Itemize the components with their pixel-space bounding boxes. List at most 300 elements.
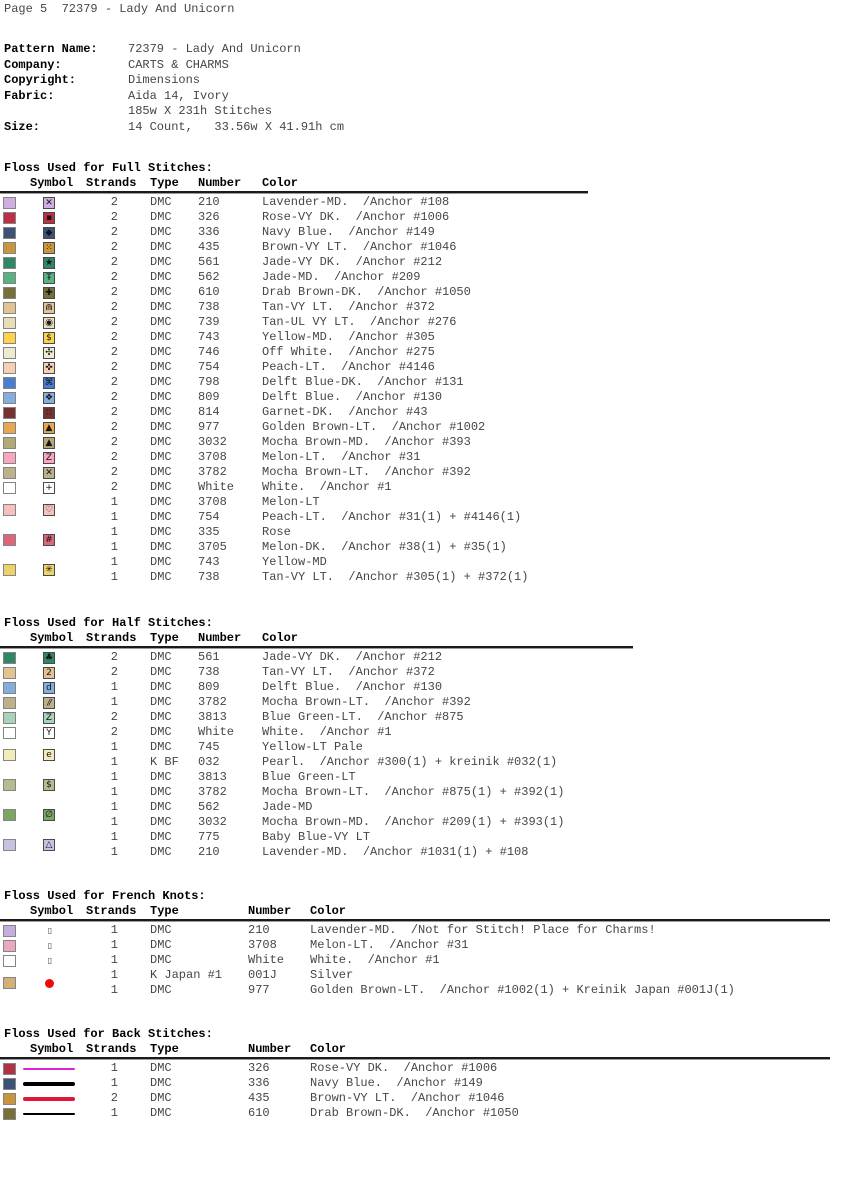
number-cell: 3708 <box>248 938 277 952</box>
strands-cell: 2 <box>110 255 118 269</box>
floss-row <box>0 680 848 695</box>
floss-row <box>0 270 848 285</box>
strands-cell: 1 <box>110 755 118 769</box>
strands-cell: 1 <box>110 1061 118 1075</box>
stitch-symbol: # <box>43 534 55 546</box>
color-cell: Drab Brown-DK. /Anchor #1050 <box>262 285 471 299</box>
strands-cell: 1 <box>110 555 118 569</box>
page-header: Page 5 72379 - Lady And Unicorn <box>4 2 235 16</box>
row-line <box>0 315 848 330</box>
color-cell: Navy Blue. /Anchor #149 <box>310 1076 483 1090</box>
color-cell: Jade-VY DK. /Anchor #212 <box>262 255 443 269</box>
number-cell: 3708 <box>198 495 227 509</box>
type-cell: DMC <box>150 360 172 374</box>
type-cell: DMC <box>150 345 172 359</box>
color-cell: Tan-VY LT. /Anchor #305(1) + #372(1) <box>262 570 529 584</box>
strands-cell: 2 <box>110 725 118 739</box>
row-line <box>0 650 848 665</box>
number-cell: 562 <box>198 270 220 284</box>
color-cell: Baby Blue-VY LT <box>262 830 371 844</box>
number-cell: 336 <box>198 225 220 239</box>
blend-row <box>0 770 848 800</box>
number-cell: 738 <box>198 570 220 584</box>
info-label: Pattern Name: <box>4 42 98 56</box>
blend-row <box>0 555 848 585</box>
strands-cell: 2 <box>110 345 118 359</box>
strands-cell: 2 <box>110 390 118 404</box>
type-cell: DMC <box>150 330 172 344</box>
row-line <box>0 540 848 555</box>
number-cell: 3782 <box>198 695 227 709</box>
number-cell: 809 <box>198 390 220 404</box>
number-cell: 743 <box>198 555 220 569</box>
row-line <box>0 225 848 240</box>
floss-row <box>0 255 848 270</box>
type-cell: DMC <box>150 540 172 554</box>
number-cell: 3032 <box>198 435 227 449</box>
floss-row <box>0 1106 848 1121</box>
blend-row <box>0 968 848 998</box>
column-header-color: Color <box>310 904 347 918</box>
info-value: 185w X 231h Stitches <box>128 104 273 118</box>
type-cell: DMC <box>150 225 172 239</box>
type-cell: DMC <box>150 375 172 389</box>
strands-cell: 2 <box>110 270 118 284</box>
row-line <box>0 830 848 845</box>
info-value: Aida 14, Ivory <box>128 88 229 103</box>
floss-row <box>0 450 848 465</box>
color-cell: Lavender-MD. /Not for Stitch! Place for Charms! <box>310 923 656 937</box>
number-cell: White <box>198 480 235 494</box>
blend-row <box>0 740 848 770</box>
color-cell: Peach-LT. /Anchor #31(1) + #4146(1) <box>262 510 522 524</box>
color-cell: Melon-LT. /Anchor #31 <box>310 938 469 952</box>
number-cell: 738 <box>198 300 220 314</box>
row-line <box>0 420 848 435</box>
stitch-symbol: ◉ <box>43 317 55 329</box>
section-title: Floss Used for Half Stitches: <box>4 616 213 630</box>
stitch-symbol: e <box>43 749 55 761</box>
color-cell: Mocha Brown-MD. /Anchor #209(1) + #393(1) <box>262 815 565 829</box>
number-cell: 775 <box>198 830 220 844</box>
stitch-symbol: ✳ <box>43 564 55 576</box>
column-header-strands: Strands <box>86 904 137 918</box>
strands-cell: 1 <box>110 1106 118 1120</box>
number-cell: 977 <box>198 420 220 434</box>
number-cell: 3813 <box>198 710 227 724</box>
stitch-symbol: $ <box>43 779 55 791</box>
strands-cell: 2 <box>110 330 118 344</box>
type-cell: DMC <box>150 435 172 449</box>
type-cell: DMC <box>150 390 172 404</box>
stitch-symbol: ★ <box>44 257 54 268</box>
type-cell: DMC <box>150 450 172 464</box>
type-cell: DMC <box>150 938 172 952</box>
type-cell: DMC <box>150 1061 172 1075</box>
floss-row <box>0 300 848 315</box>
number-cell: 3708 <box>198 450 227 464</box>
row-line <box>0 953 848 968</box>
number-cell: 610 <box>198 285 220 299</box>
row-line <box>0 300 848 315</box>
column-header-row <box>0 631 848 646</box>
type-cell: DMC <box>150 210 172 224</box>
header-rule <box>0 646 633 649</box>
strands-cell: 2 <box>110 210 118 224</box>
section-title: Floss Used for Full Stitches: <box>4 161 213 175</box>
type-cell: DMC <box>150 420 172 434</box>
number-cell: 210 <box>248 923 270 937</box>
floss-row <box>0 650 848 665</box>
row-line <box>0 195 848 210</box>
row-line <box>0 555 848 570</box>
type-cell: DMC <box>150 315 172 329</box>
row-line <box>0 270 848 285</box>
number-cell: 3032 <box>198 815 227 829</box>
floss-row <box>0 923 848 938</box>
type-cell: DMC <box>150 923 172 937</box>
stitch-symbol: ♣ <box>44 652 54 663</box>
floss-row <box>0 938 848 953</box>
stitch-symbol: ⋒ <box>43 302 55 314</box>
color-cell: Golden Brown-LT. /Anchor #1002(1) + Kreinik Japan #001J(1) <box>310 983 735 997</box>
strands-cell: 1 <box>110 785 118 799</box>
column-header-color: Color <box>262 631 299 645</box>
strands-cell: 2 <box>110 300 118 314</box>
floss-row <box>0 225 848 240</box>
number-cell: White <box>198 725 235 739</box>
floss-row <box>0 725 848 740</box>
row-line <box>0 695 848 710</box>
column-header-row <box>0 904 848 919</box>
number-cell: 435 <box>248 1091 270 1105</box>
strands-cell: 2 <box>110 435 118 449</box>
type-cell: DMC <box>150 740 172 754</box>
stitch-symbol: Ŧ <box>43 272 55 284</box>
row-line <box>0 255 848 270</box>
floss-row <box>0 195 848 210</box>
row-line <box>0 405 848 420</box>
number-cell: 562 <box>198 800 220 814</box>
floss-row <box>0 435 848 450</box>
blend-row <box>0 800 848 830</box>
strands-cell: 1 <box>110 740 118 754</box>
row-line <box>0 450 848 465</box>
floss-row <box>0 480 848 495</box>
row-line <box>0 285 848 300</box>
type-cell: DMC <box>150 680 172 694</box>
number-cell: 032 <box>198 755 220 769</box>
number-cell: 738 <box>198 665 220 679</box>
number-cell: 814 <box>198 405 220 419</box>
row-line <box>0 1076 848 1091</box>
strands-cell: 2 <box>110 240 118 254</box>
stitch-symbol: ◆ <box>43 227 55 239</box>
floss-row <box>0 465 848 480</box>
floss-row <box>0 1061 848 1076</box>
row-line <box>0 390 848 405</box>
strands-cell: 1 <box>110 1076 118 1090</box>
color-cell: Drab Brown-DK. /Anchor #1050 <box>310 1106 519 1120</box>
strands-cell: 2 <box>110 480 118 494</box>
number-cell: 326 <box>198 210 220 224</box>
number-cell: 561 <box>198 650 220 664</box>
row-line <box>0 845 848 860</box>
row-line <box>0 710 848 725</box>
number-cell: 326 <box>248 1061 270 1075</box>
color-cell: Pearl. /Anchor #300(1) + kreinik #032(1) <box>262 755 558 769</box>
stitch-symbol: ✕ <box>43 467 55 479</box>
row-line <box>0 785 848 800</box>
color-cell: Melon-LT. /Anchor #31 <box>262 450 421 464</box>
color-cell: Delft Blue-DK. /Anchor #131 <box>262 375 464 389</box>
row-line <box>0 740 848 755</box>
number-cell: 561 <box>198 255 220 269</box>
color-cell: Delft Blue. /Anchor #130 <box>262 390 443 404</box>
strands-cell: 1 <box>110 495 118 509</box>
color-cell: White. /Anchor #1 <box>310 953 440 967</box>
strands-cell: 2 <box>110 405 118 419</box>
number-cell: 754 <box>198 360 220 374</box>
row-line <box>0 465 848 480</box>
floss-row <box>0 390 848 405</box>
stitch-symbol: Y <box>43 727 55 739</box>
row-line <box>0 495 848 510</box>
number-cell: 745 <box>198 740 220 754</box>
row-line <box>0 1106 848 1121</box>
strands-cell: 1 <box>110 525 118 539</box>
color-cell: Jade-MD. /Anchor #209 <box>262 270 421 284</box>
column-header-symbol: Symbol <box>30 904 74 918</box>
floss-row <box>0 1076 848 1091</box>
header-rule <box>0 919 830 922</box>
color-cell: Mocha Brown-MD. /Anchor #393 <box>262 435 471 449</box>
column-header-row <box>0 176 848 191</box>
row-line <box>0 525 848 540</box>
column-header-strands: Strands <box>86 176 137 190</box>
french-knot-symbol: ▯ <box>47 955 53 965</box>
number-cell: 210 <box>198 845 220 859</box>
number-cell: 809 <box>198 680 220 694</box>
row-line <box>0 1091 848 1106</box>
row-line <box>0 375 848 390</box>
row-line <box>0 800 848 815</box>
stitch-symbol: ⁙ <box>43 242 55 254</box>
strands-cell: 1 <box>110 968 118 982</box>
strands-cell: 2 <box>110 285 118 299</box>
stitch-symbol: △ <box>43 839 55 851</box>
info-value: CARTS & CHARMS <box>128 57 229 72</box>
number-cell: 610 <box>248 1106 270 1120</box>
color-cell: Rose-VY DK. /Anchor #1006 <box>310 1061 498 1075</box>
color-cell: Garnet-DK. /Anchor #43 <box>262 405 428 419</box>
type-cell: DMC <box>150 525 172 539</box>
table-rows <box>0 650 848 860</box>
strands-cell: 1 <box>110 510 118 524</box>
color-cell: Tan-UL VY LT. /Anchor #276 <box>262 315 457 329</box>
type-cell: DMC <box>150 710 172 724</box>
floss-row <box>0 665 848 680</box>
number-cell: 210 <box>198 195 220 209</box>
color-cell: Off White. /Anchor #275 <box>262 345 435 359</box>
type-cell: DMC <box>150 255 172 269</box>
stitch-symbol: d <box>43 682 55 694</box>
stitch-symbol: // <box>43 697 55 709</box>
info-row <box>4 104 344 120</box>
row-line <box>0 923 848 938</box>
color-cell: Lavender-MD. /Anchor #1031(1) + #108 <box>262 845 529 859</box>
strands-cell: 2 <box>110 465 118 479</box>
column-header-type: Type <box>150 176 179 190</box>
type-cell: DMC <box>150 465 172 479</box>
strands-cell: 1 <box>110 570 118 584</box>
row-line <box>0 815 848 830</box>
stitch-symbol: ✕ <box>43 197 55 209</box>
number-cell: 3705 <box>198 540 227 554</box>
strands-cell: 1 <box>110 800 118 814</box>
type-cell: DMC <box>150 815 172 829</box>
color-cell: Melon-LT <box>262 495 320 509</box>
row-line <box>0 210 848 225</box>
stitch-symbol: 2 <box>43 667 55 679</box>
floss-row <box>0 210 848 225</box>
stitch-symbol: ♡ <box>44 505 54 515</box>
strands-cell: 2 <box>110 1091 118 1105</box>
type-cell: DMC <box>150 800 172 814</box>
floss-row <box>0 285 848 300</box>
row-line <box>0 345 848 360</box>
number-cell: 798 <box>198 375 220 389</box>
strands-cell: 1 <box>110 983 118 997</box>
stitch-symbol: ∅ <box>43 809 55 821</box>
strands-cell: 1 <box>110 845 118 859</box>
number-cell: 001J <box>248 968 277 982</box>
row-line <box>0 938 848 953</box>
number-cell: 335 <box>198 525 220 539</box>
column-header-type: Type <box>150 904 179 918</box>
floss-row <box>0 1091 848 1106</box>
type-cell: DMC <box>150 830 172 844</box>
type-cell: DMC <box>150 240 172 254</box>
strands-cell: 1 <box>110 680 118 694</box>
number-cell: 739 <box>198 315 220 329</box>
type-cell: DMC <box>150 785 172 799</box>
stitch-symbol: Z <box>43 452 55 464</box>
row-line <box>0 665 848 680</box>
color-cell: Navy Blue. /Anchor #149 <box>262 225 435 239</box>
color-cell: Jade-VY DK. /Anchor #212 <box>262 650 443 664</box>
column-header-strands: Strands <box>86 631 137 645</box>
stitch-symbol: ∷ <box>43 407 55 419</box>
type-cell: DMC <box>150 510 172 524</box>
color-cell: Melon-DK. /Anchor #38(1) + #35(1) <box>262 540 507 554</box>
stitch-symbol: Z <box>43 712 55 724</box>
type-cell: DMC <box>150 495 172 509</box>
type-cell: DMC <box>150 570 172 584</box>
color-cell: Jade-MD <box>262 800 313 814</box>
floss-row <box>0 315 848 330</box>
french-knot-symbol: ▯ <box>47 940 53 950</box>
row-line <box>0 770 848 785</box>
number-cell: 336 <box>248 1076 270 1090</box>
number-cell: 746 <box>198 345 220 359</box>
color-cell: Blue Green-LT. /Anchor #875 <box>262 710 464 724</box>
strands-cell: 1 <box>110 540 118 554</box>
stitch-symbol: ▪ <box>43 212 55 224</box>
floss-row <box>0 345 848 360</box>
floss-row <box>0 360 848 375</box>
type-cell: K Japan #1 <box>150 968 223 982</box>
number-cell: 3782 <box>198 465 227 479</box>
table-rows <box>0 923 848 998</box>
color-cell: Lavender-MD. /Anchor #108 <box>262 195 450 209</box>
strands-cell: 2 <box>110 450 118 464</box>
column-header-symbol: Symbol <box>30 631 74 645</box>
row-line <box>0 435 848 450</box>
strands-cell: 2 <box>110 665 118 679</box>
row-line <box>0 360 848 375</box>
color-cell: Peach-LT. /Anchor #4146 <box>262 360 435 374</box>
color-cell: Rose-VY DK. /Anchor #1006 <box>262 210 450 224</box>
column-header-color: Color <box>262 176 299 190</box>
number-cell: 977 <box>248 983 270 997</box>
blend-row <box>0 830 848 860</box>
strands-cell: 2 <box>110 360 118 374</box>
header-rule <box>0 1057 830 1060</box>
color-cell: Silver <box>310 968 354 982</box>
row-line <box>0 330 848 345</box>
row-line <box>0 680 848 695</box>
column-header-symbol: Symbol <box>30 1042 74 1056</box>
color-cell: Golden Brown-LT. /Anchor #1002 <box>262 420 486 434</box>
info-label: Size: <box>4 119 41 134</box>
row-line <box>0 480 848 495</box>
column-header-strands: Strands <box>86 1042 137 1056</box>
french-knot-symbol: ▯ <box>47 925 53 935</box>
strands-cell: 1 <box>110 815 118 829</box>
type-cell: DMC <box>150 300 172 314</box>
color-cell: White. /Anchor #1 <box>262 725 392 739</box>
pattern-info <box>4 42 344 135</box>
info-row <box>4 58 344 74</box>
color-cell: White. /Anchor #1 <box>262 480 392 494</box>
blend-row <box>0 495 848 525</box>
table-rows <box>0 1061 848 1121</box>
blend-row <box>0 525 848 555</box>
column-header-type: Type <box>150 631 179 645</box>
column-header-number: Number <box>248 904 292 918</box>
floss-row <box>0 953 848 968</box>
color-cell: Delft Blue. /Anchor #130 <box>262 680 443 694</box>
row-line <box>0 968 848 983</box>
number-cell: 754 <box>198 510 220 524</box>
floss-row <box>0 695 848 710</box>
number-cell: 435 <box>198 240 220 254</box>
type-cell: DMC <box>150 665 172 679</box>
type-cell: DMC <box>150 770 172 784</box>
floss-row <box>0 405 848 420</box>
floss-row <box>0 420 848 435</box>
info-value: Dimensions <box>128 73 201 87</box>
type-cell: DMC <box>150 270 172 284</box>
color-cell: Mocha Brown-LT. /Anchor #392 <box>262 465 471 479</box>
color-cell: Blue Green-LT <box>262 770 356 784</box>
column-header-number: Number <box>198 631 242 645</box>
column-header-number: Number <box>198 176 242 190</box>
stitch-symbol: ✜ <box>43 362 55 374</box>
type-cell: DMC <box>150 1076 172 1090</box>
strands-cell: 1 <box>110 830 118 844</box>
